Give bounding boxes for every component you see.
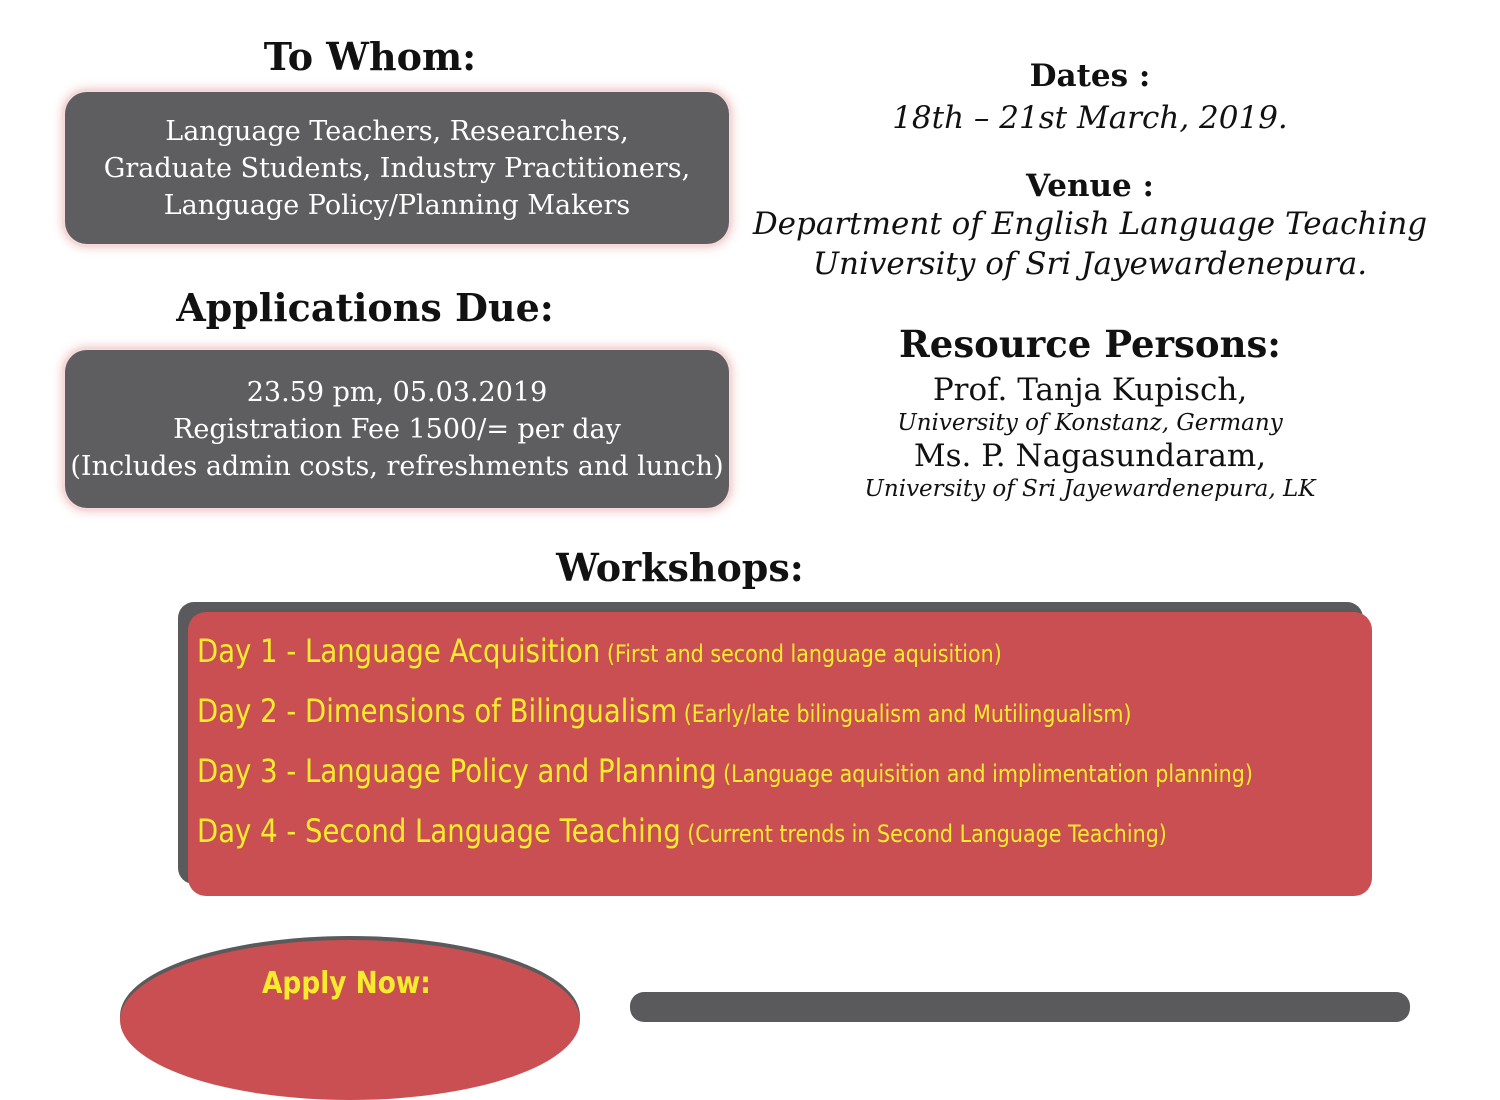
dates-value: 18th – 21st March, 2019. <box>892 100 1288 136</box>
venue-label: Venue : <box>1026 168 1154 204</box>
apply-now-oval[interactable] <box>120 940 580 1100</box>
resource-persons-block <box>740 322 1440 502</box>
workshop-detail: (First and second language aquisition) <box>600 640 1002 668</box>
to-whom-box <box>65 92 729 244</box>
dates-label: Dates : <box>1029 58 1151 94</box>
workshop-day-row <box>197 812 1325 850</box>
workshop-day-label: Day 4 - <box>197 812 306 850</box>
workshop-day-row <box>197 752 1425 790</box>
venue-block <box>740 168 1440 282</box>
apply-now-label[interactable]: Apply Now: <box>262 966 431 1001</box>
workshop-day-label: Day 3 - <box>197 752 306 790</box>
workshop-title: Language Policy and Planning <box>305 752 717 790</box>
workshop-day-label: Day 2 - <box>197 692 306 730</box>
applications-box <box>65 350 729 508</box>
resource-person-affiliation: University of Konstanz, Germany <box>897 410 1283 436</box>
to-whom-line: Language Policy/Planning Makers <box>163 189 631 221</box>
venue-university: University of Sri Jayewardenepura. <box>812 246 1368 282</box>
to-whom-line: Language Teachers, Researchers, <box>165 115 629 147</box>
workshop-title: Second Language Teaching <box>305 812 681 850</box>
resource-person-affiliation: University of Sri Jayewardenepura, LK <box>864 476 1316 502</box>
to-whom-heading: To Whom: <box>263 34 477 79</box>
workshop-title: Language Acquisition <box>305 632 601 670</box>
resource-persons-label: Resource Persons: <box>899 322 1281 366</box>
venue-department: Department of English Language Teaching <box>752 206 1428 242</box>
workshop-day-label: Day 1 - <box>197 632 306 670</box>
bottom-info-bar <box>630 992 1410 1022</box>
workshop-detail: (Language aquisition and implimentation planning) <box>716 760 1253 788</box>
workshop-detail: (Early/late bilingualism and Mutilingualism) <box>677 700 1132 728</box>
applications-deadline: 23.59 pm, 05.03.2019 <box>246 376 548 408</box>
resource-person-name: Ms. P. Nagasundaram, <box>913 438 1267 474</box>
workshop-detail: (Current trends in Second Language Teaching) <box>680 820 1167 848</box>
workshop-day-row <box>197 692 1284 730</box>
dates-block <box>740 58 1440 136</box>
workshop-title: Dimensions of Bilingualism <box>305 692 678 730</box>
fee-includes-note: (Includes admin costs, refreshments and lunch) <box>70 450 724 482</box>
workshops-heading: Workshops: <box>556 545 804 590</box>
workshop-day-row <box>197 632 1133 670</box>
to-whom-line: Graduate Students, Industry Practitioners, <box>103 152 691 184</box>
registration-fee: Registration Fee 1500/= per day <box>173 413 621 445</box>
resource-person-name: Prof. Tanja Kupisch, <box>932 372 1248 408</box>
applications-due-heading: Applications Due: <box>176 285 554 330</box>
